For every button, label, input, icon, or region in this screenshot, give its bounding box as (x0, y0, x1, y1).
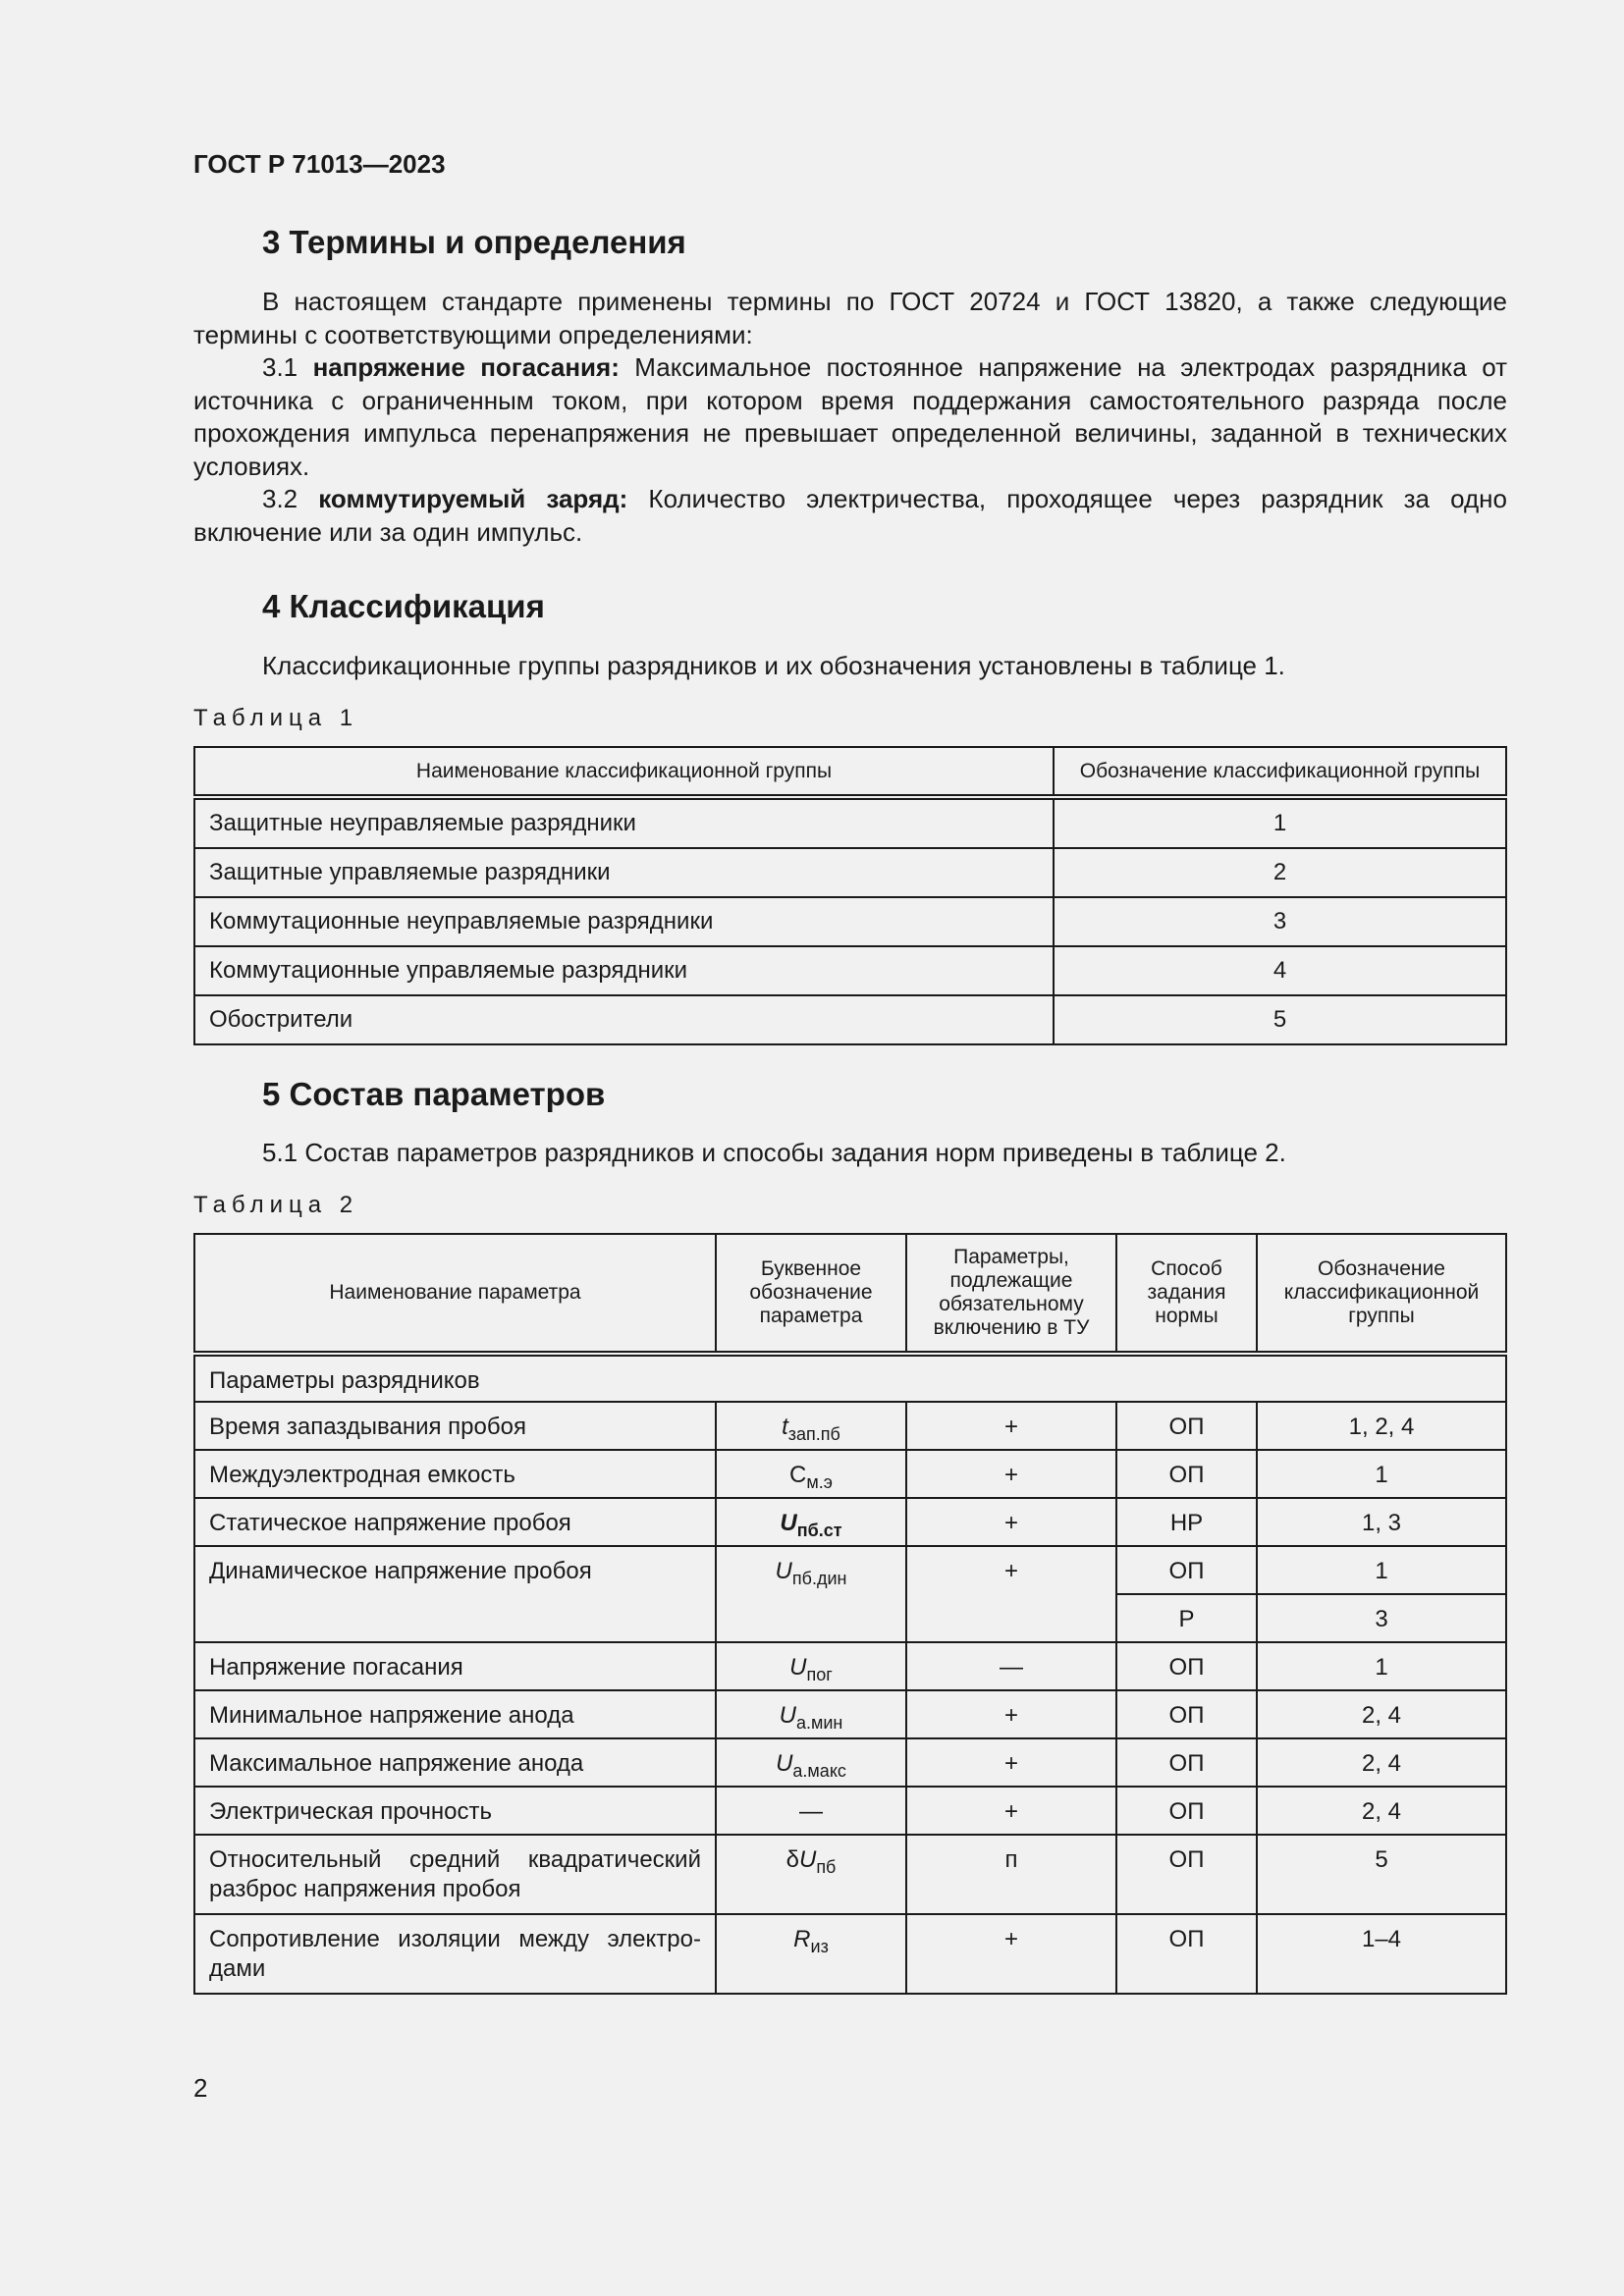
table-header-row (194, 1234, 1506, 1354)
group-name-cell: Коммутационные неуправляемые разрядники (194, 897, 1054, 946)
term-3-1-number: 3.1 (262, 352, 298, 382)
group-cell: 1–4 (1257, 1914, 1506, 1994)
group-cell: 2, 4 (1257, 1738, 1506, 1787)
group-code-cell: 5 (1054, 995, 1506, 1044)
parameter-name-cell: Статическое напряжение пробоя (194, 1498, 716, 1546)
table-header-cell: Наименование классификационной группы (194, 747, 1054, 797)
parameter-symbol-cell: $R_{из}$ (716, 1914, 906, 1994)
method-cell: ОП (1116, 1402, 1257, 1450)
table-1-caption: Таблица 1 (193, 705, 359, 731)
table-row (194, 1498, 1506, 1546)
table-row (194, 1914, 1506, 1994)
parameter-name-cell: Время запаздывания пробоя (194, 1402, 716, 1450)
table-header-cell: Обозначение классификационной группы (1257, 1234, 1506, 1354)
included-cell: + (906, 1914, 1116, 1994)
section-3-text (193, 286, 1507, 549)
term-3-2 (193, 483, 1507, 549)
section-5-intro: 5.1 Состав параметров разрядников и способы задания норм приведены в таблице 2. (262, 1138, 1286, 1167)
group-cell: 5 (1257, 1835, 1506, 1914)
group-code-cell: 2 (1054, 848, 1506, 897)
section-4-intro: Классификационные группы разрядников и их обозначения установлены в таблице 1. (262, 651, 1285, 680)
included-cell: + (906, 1690, 1116, 1738)
parameter-name-cell: Максимальное напряжение анода (194, 1738, 716, 1787)
section-3-intro: В настоящем стандарте применены термины по ГОСТ 20724 и ГОСТ 13820, а также следующие термины с соответствующими определениями: (193, 287, 1507, 349)
table-row (194, 946, 1506, 995)
parameter-symbol-cell: $U_{а.мин}$ (716, 1690, 906, 1738)
term-3-2-definition: Количество электричества, проходящее через разрядник за одно включение или за один импульс. (193, 484, 1507, 547)
parameter-symbol-cell: $\delta U_{пб}$ (716, 1835, 906, 1914)
table-header-cell: Способ задания нормы (1116, 1234, 1257, 1354)
table-row (194, 1450, 1506, 1498)
table-row (194, 1738, 1506, 1787)
table-2-caption: Таблица 2 (193, 1192, 359, 1218)
term-3-1-definition: Максимальное постоянное напряжение на электродах разрядника от источника с ограниченным током, при котором время поддержания самостоятельного разряда после прохождения импульса перенапряжения не превышает определенной величины, заданной в технических условиях. (193, 352, 1507, 481)
parameter-name-cell: Электрическая прочность (194, 1787, 716, 1835)
parameter-name-cell: Сопротивление изоляции между электродами (194, 1914, 716, 1994)
section-5-text (193, 1137, 1507, 1170)
method-cell: ОП (1116, 1914, 1257, 1994)
parameter-name-cell: Относительный средний квадратический разброс напряжения пробоя (194, 1835, 716, 1914)
group-name-cell: Защитные неуправляемые разрядники (194, 797, 1054, 848)
method-cell: ОП (1116, 1546, 1257, 1594)
group-name-cell: Обострители (194, 995, 1054, 1044)
group-row-cell: Параметры разрядников (194, 1354, 1506, 1402)
table-header-cell: Наименование параметра (194, 1234, 716, 1354)
section-3-title: 3 Термины и определения (262, 224, 686, 260)
section-5-title: 5 Состав параметров (262, 1076, 606, 1112)
included-cell: + (906, 1402, 1116, 1450)
table-row (194, 995, 1506, 1044)
parameter-name-cell: Напряжение погасания (194, 1642, 716, 1690)
parameter-symbol-cell: $t_{зап.пб}$ (716, 1402, 906, 1450)
parameter-name-cell: Динамическое напряжение пробоя (194, 1546, 716, 1642)
group-cell: 3 (1257, 1594, 1506, 1642)
parameter-symbol-cell: $С_{м.э}$ (716, 1450, 906, 1498)
method-cell: ОП (1116, 1642, 1257, 1690)
parameter-symbol-cell: $U_{пб.ст}$ (716, 1498, 906, 1546)
included-cell: + (906, 1498, 1116, 1546)
group-cell: 1 (1257, 1450, 1506, 1498)
table-row (194, 1835, 1506, 1914)
parameter-name-cell: Минимальное напряжение анода (194, 1690, 716, 1738)
table-header-cell: Обозначение классификационной группы (1054, 747, 1506, 797)
page-number: 2 (193, 2073, 208, 2103)
method-cell: НР (1116, 1498, 1257, 1546)
included-cell: + (906, 1546, 1116, 1642)
method-cell: ОП (1116, 1835, 1257, 1914)
document-header: ГОСТ Р 71013—2023 (193, 149, 446, 179)
group-cell: 1 (1257, 1642, 1506, 1690)
table-row (194, 897, 1506, 946)
table-header-cell: Параметры, подлежащие обязательному включению в ТУ (906, 1234, 1116, 1354)
parameters-table (193, 1233, 1507, 1995)
parameter-symbol-cell: $U_{пб.дин}$ (716, 1546, 906, 1642)
table-header-row (194, 747, 1506, 797)
included-cell: + (906, 1450, 1116, 1498)
group-code-cell: 3 (1054, 897, 1506, 946)
parameter-symbol-cell: $U_{пог}$ (716, 1642, 906, 1690)
term-3-1-term: напряжение погасания: (312, 352, 620, 382)
table-header-cell: Буквенное обозначение параметра (716, 1234, 906, 1354)
table-row (194, 1787, 1506, 1835)
term-3-2-term: коммутируемый заряд: (318, 484, 628, 513)
group-cell: 1, 2, 4 (1257, 1402, 1506, 1450)
group-code-cell: 4 (1054, 946, 1506, 995)
table-row (194, 1690, 1506, 1738)
parameter-name-cell: Междуэлектродная емкость (194, 1450, 716, 1498)
included-cell: — (906, 1642, 1116, 1690)
included-cell: + (906, 1738, 1116, 1787)
group-code-cell: 1 (1054, 797, 1506, 848)
included-cell: + (906, 1787, 1116, 1835)
group-cell: 1, 3 (1257, 1498, 1506, 1546)
group-name-cell: Коммутационные управляемые разрядники (194, 946, 1054, 995)
parameter-symbol-cell: $U_{а.макс}$ (716, 1738, 906, 1787)
section-4-title: 4 Классификация (262, 588, 545, 624)
included-cell: п (906, 1835, 1116, 1914)
table-group-row (194, 1354, 1506, 1402)
group-cell: 1 (1257, 1546, 1506, 1594)
table-row (194, 797, 1506, 848)
method-cell: ОП (1116, 1787, 1257, 1835)
term-3-1 (193, 351, 1507, 483)
classification-table (193, 746, 1507, 1045)
parameter-symbol-cell: — (716, 1787, 906, 1835)
method-cell: ОП (1116, 1738, 1257, 1787)
group-name-cell: Защитные управляемые разрядники (194, 848, 1054, 897)
method-cell: ОП (1116, 1450, 1257, 1498)
table-row (194, 1402, 1506, 1450)
table-row (194, 1642, 1506, 1690)
term-3-2-number: 3.2 (262, 484, 298, 513)
method-cell: ОП (1116, 1690, 1257, 1738)
group-cell: 2, 4 (1257, 1690, 1506, 1738)
section-4-text (193, 650, 1507, 683)
table-row (194, 1546, 1506, 1594)
group-cell: 2, 4 (1257, 1787, 1506, 1835)
method-cell: Р (1116, 1594, 1257, 1642)
table-row (194, 848, 1506, 897)
